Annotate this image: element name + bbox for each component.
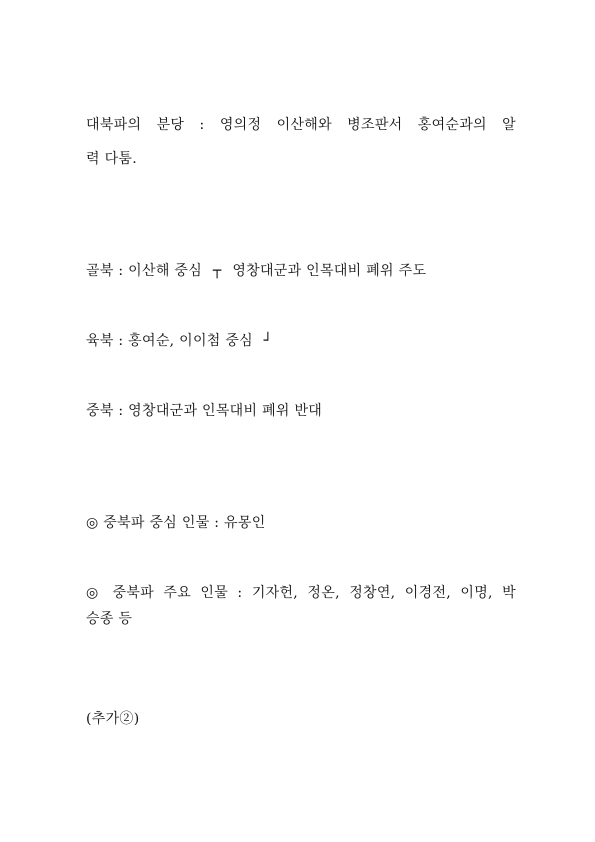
paragraph-line-2: 력 다툼. <box>86 151 137 167</box>
golbuk-description: 영창대군과 인목대비 폐위 주도 <box>232 263 427 279</box>
jungbuk-line: 중북 : 영창대군과 인목대비 폐위 반대 <box>86 403 323 419</box>
jungbuk-center-figure-line: ◎ 중북파 중심 인물 : 유몽인 <box>86 515 266 531</box>
paragraph-line-1: 대북파의 분당 : 영의정 이산해와 병조판서 홍여순과의 알 <box>86 117 516 133</box>
yukbuk-label: 육북 : 홍여순, 이이첨 중심 <box>86 333 254 349</box>
addition-note: (추가②) <box>86 711 140 727</box>
jungbuk-main-figures-line-2: 승종 등 <box>86 611 133 627</box>
golbuk-line <box>86 262 426 280</box>
golbuk-label: 골북 : 이산해 중심 <box>86 263 203 279</box>
yukbuk-line <box>86 332 273 350</box>
bracket-bottom-glyph: ┘ <box>263 333 273 349</box>
jungbuk-main-figures-line-1: ◎ 중북파 주요 인물 : 기자헌, 정온, 정창연, 이경전, 이명, 박 <box>86 585 516 601</box>
bracket-top-glyph: ┬ <box>212 263 222 279</box>
